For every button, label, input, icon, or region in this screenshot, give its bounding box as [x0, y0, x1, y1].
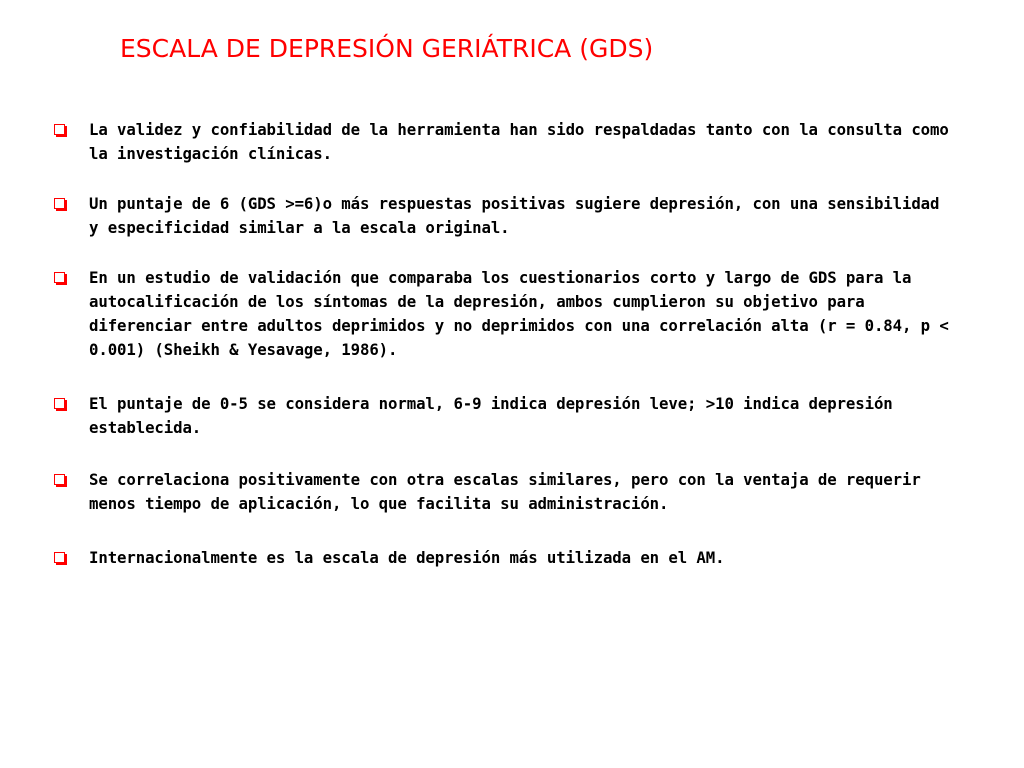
bullet-item-international [52, 546, 957, 570]
checkbox-outline-icon [54, 272, 65, 283]
bullet-item-validation-study [52, 266, 957, 362]
checkbox-outline-icon [54, 474, 65, 485]
bullet-item-cutoff [52, 192, 957, 240]
checkbox-outline-icon [54, 198, 65, 209]
bullet-item-validity [52, 118, 957, 166]
bullet-text: En un estudio de validación que comparaba los cuestionarios corto y largo de GDS para la autocalificación de los síntomas de la depresión, ambos cumplieron su objetivo para diferenciar entre adultos deprimidos y no deprimidos con una correlación alta (r = 0.84, p < 0.001) (Sheikh & Yesavage, 1986). [89, 268, 949, 359]
bullet-list [52, 118, 957, 596]
slide-title: ESCALA DE DEPRESIÓN GERIÁTRICA (GDS) [120, 34, 654, 63]
bullet-text: Internacionalmente es la escala de depresión más utilizada en el AM. [89, 548, 725, 567]
bullet-text: Un puntaje de 6 (GDS >=6)o más respuestas positivas sugiere depresión, con una sensibilidad y especificidad similar a la escala original. [89, 194, 940, 237]
checkbox-outline-icon [54, 552, 65, 563]
bullet-text: El puntaje de 0-5 se considera normal, 6-9 indica depresión leve; >10 indica depresión establecida. [89, 394, 893, 437]
bullet-text: Se correlaciona positivamente con otra escalas similares, pero con la ventaja de requerir menos tiempo de aplicación, lo que facilita su administración. [89, 470, 921, 513]
bullet-item-score-ranges [52, 392, 957, 440]
checkbox-outline-icon [54, 398, 65, 409]
bullet-item-correlation [52, 468, 957, 516]
bullet-text: La validez y confiabilidad de la herramienta han sido respaldadas tanto con la consulta como la investigación clínicas. [89, 120, 949, 163]
checkbox-outline-icon [54, 124, 65, 135]
